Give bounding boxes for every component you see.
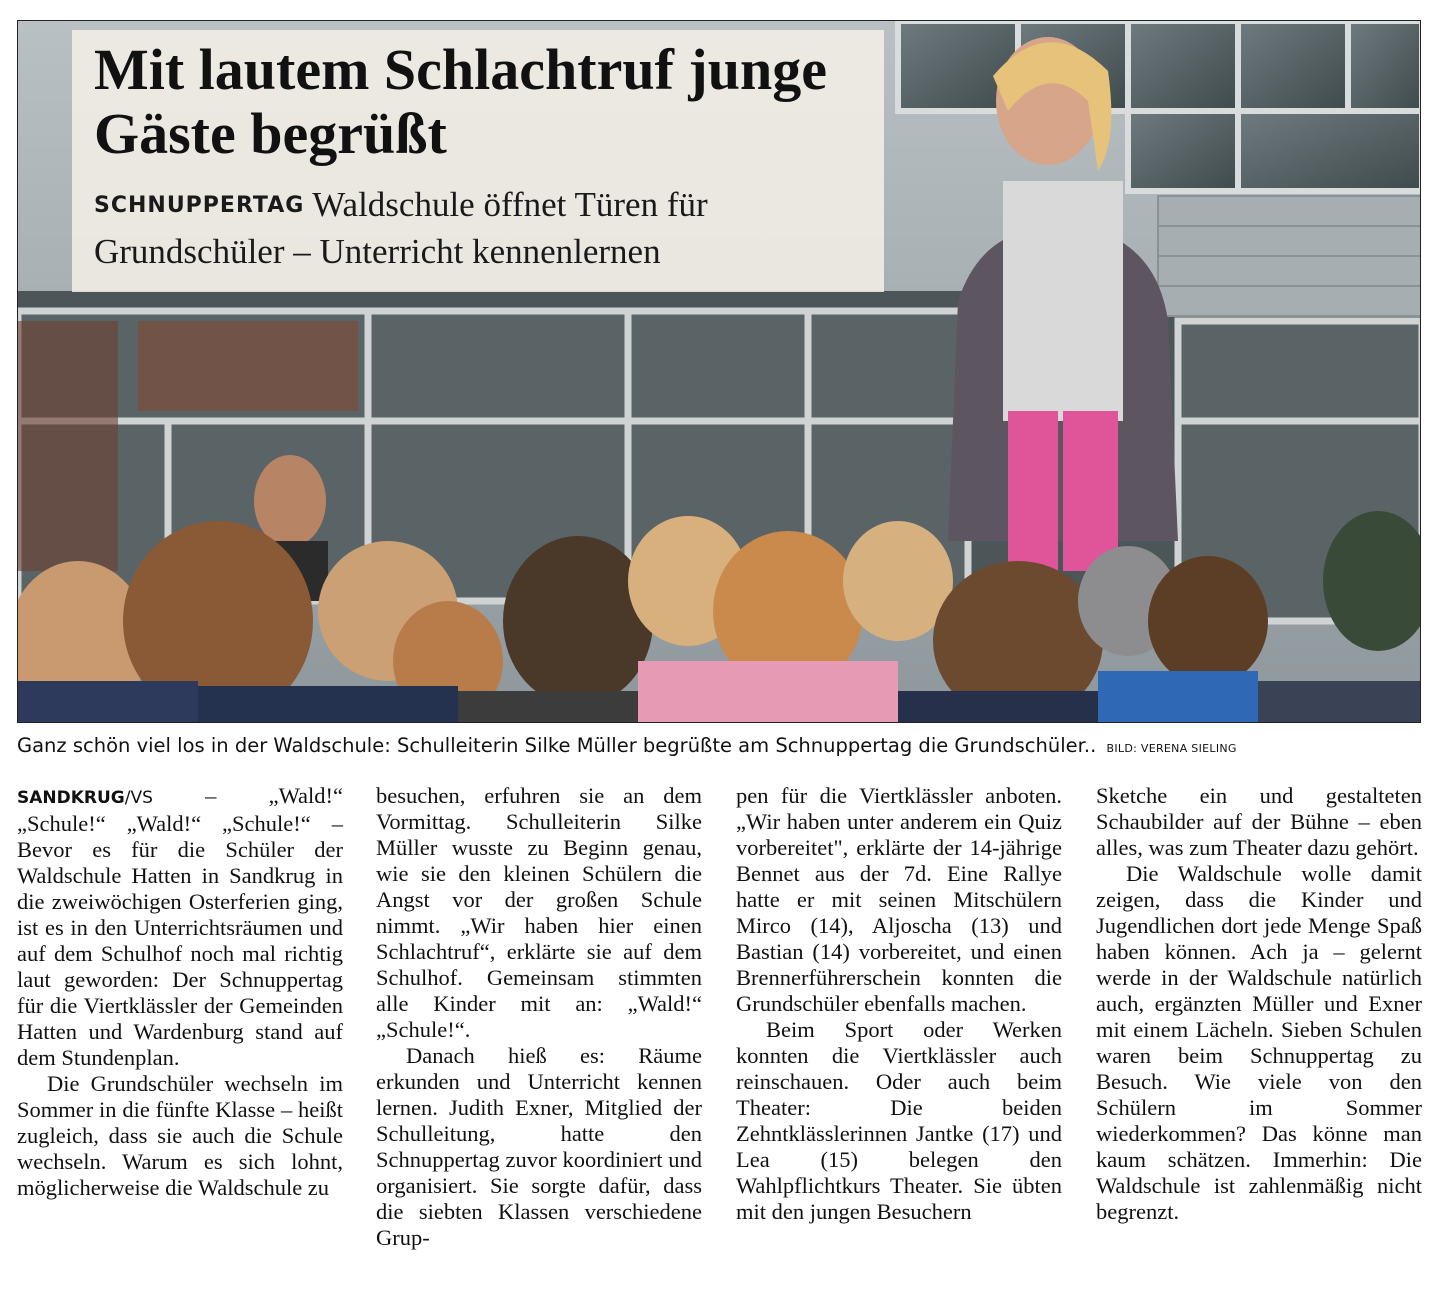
agency-mark: /VS bbox=[124, 788, 153, 808]
photo-caption-line bbox=[17, 734, 1421, 757]
paragraph-text: – „Wald!“ „Schule!“ „Wald!“ „Schule!“ – Bevor es für die Schüler der Waldschule Hatten in Sandkrug in die zweiwöchigen Osterferien ging, ist es in den Unterrichtsräumen und auf dem Schulhof noch mal richtig laut geworden: Der Schnuppertag für die Viertklässler der Gemeinden Hatten und Wardenburg stand auf dem Stundenplan. bbox=[17, 783, 343, 1070]
article-column-2 bbox=[376, 783, 702, 1251]
paragraph: Danach hieß es: Räume erkunden und Unterricht kennen lernen. Judith Exner, Mitglied der Schulleitung, hatte den Schnuppertag zuvor koordiniert und organisiert. Sie sorgte dafür, dass die siebten Klassen verschiedene Grup- bbox=[376, 1043, 702, 1250]
dateline: SANDKRUG bbox=[17, 788, 125, 808]
headline: Mit lautem Schlachtruf junge Gäste begrüßt bbox=[94, 37, 827, 166]
photo-credit: BILD: VERENA SIELING bbox=[1106, 742, 1237, 755]
photo-caption: Ganz schön viel los in der Waldschule: Schulleiterin Silke Müller begrüßte am Schnuppertag die Grundschüler.. bbox=[17, 734, 1097, 757]
paragraph: Beim Sport oder Werken konnten die Viertklässler auch reinschauen. Oder auch beim Theater: Die beiden Zehntklässlerinnen Jantke (17) und Lea (15) belegen den Wahlpflichtkurs Theater. Sie übten mit den jungen Besuchern bbox=[736, 1017, 1062, 1224]
paragraph bbox=[17, 783, 343, 1071]
subheadline: Waldschule öffnet Türen für Grundschüler – Unterricht kennenlernen bbox=[94, 185, 708, 271]
article-column-4 bbox=[1096, 783, 1422, 1225]
paragraph: besuchen, erfuhren sie an dem Vormittag. Schulleiterin Silke Müller wusste zu Beginn genau, wie sie den kleinen Schülern die Angst vor der großen Schule nimmt. „Wir haben hier einen Schlachtruf“, erklärte sie auf dem Schulhof. Gemeinsam stimmten alle Kinder mit an: „Wald!“ „Schule!“. bbox=[376, 783, 702, 1042]
article-column-1 bbox=[17, 783, 343, 1201]
paragraph: Die Waldschule wolle damit zeigen, dass die Kinder und Jugendlichen dort jede Menge Spaß haben können. Ach ja – gelernt werde in der Waldschule natürlich auch, ergänzten Müller und Exner mit einem Lächeln. Sieben Schulen waren beim Schnuppertag zu Besuch. Wie viele von den Schülern im Sommer wiederkommen? Das könne man kaum schätzen. Immerhin: Die Waldschule ist zahlenmäßig nicht begrenzt. bbox=[1096, 861, 1422, 1224]
subheadline-block bbox=[94, 182, 864, 275]
paragraph: Die Grundschüler wechseln im Sommer in die fünfte Klasse – heißt zugleich, dass sie auch die Schule wechseln. Warum es sich lohnt, möglicherweise die Waldschule zu bbox=[17, 1071, 343, 1200]
paragraph: Sketche ein und gestalteten Schaubilder auf der Bühne – eben alles, was zum Theater dazu gehört. bbox=[1096, 783, 1422, 860]
paragraph: pen für die Viertklässler anboten. „Wir haben unter anderem ein Quiz vorbereitet", erklärte der 14-jährige Bennet aus der 7d. Eine Rallye hatte er mit seinen Mitschülern Mirco (14), Aljoscha (13) und Bastian (14) vorbereitet, und einen Brennerführerschein konnten die Grundschüler ebenfalls machen. bbox=[736, 783, 1062, 1016]
article-column-3 bbox=[736, 783, 1062, 1225]
kicker: SCHNUPPERTAG bbox=[94, 193, 305, 218]
